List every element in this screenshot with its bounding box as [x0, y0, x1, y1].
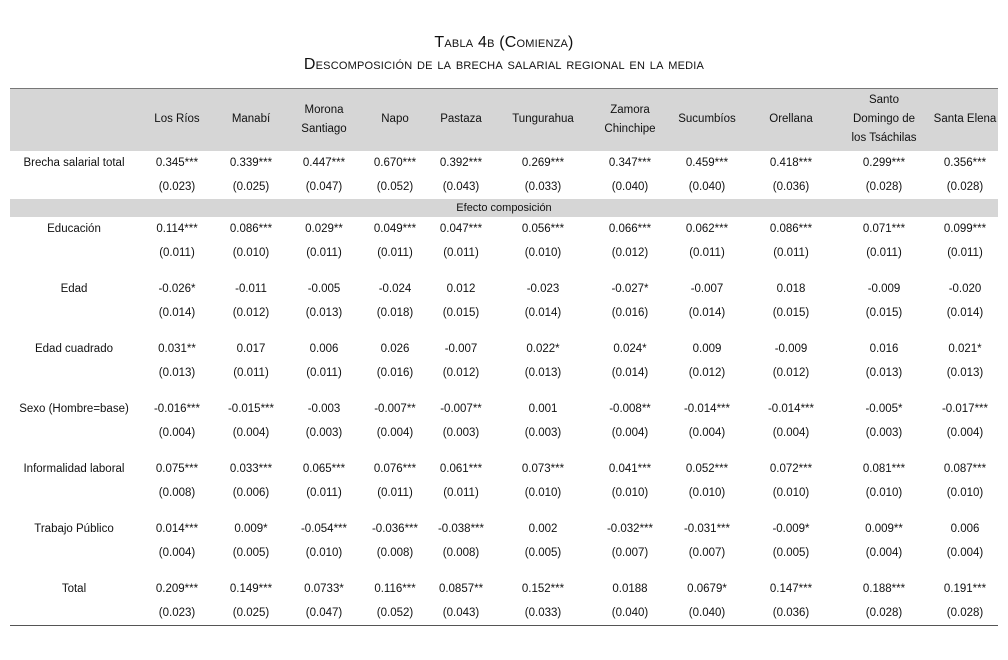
std-error-cell: (0.033)	[524, 180, 562, 193]
coefficient-cell: -0.026*	[158, 282, 196, 295]
std-error-cell: (0.004)	[376, 426, 414, 439]
coefficient-cell: -0.020	[948, 282, 982, 295]
std-error-cell: (0.028)	[932, 601, 998, 626]
std-error-cell: (0.003)	[305, 426, 343, 439]
table-row	[10, 337, 998, 361]
std-error-cell: (0.028)	[946, 180, 984, 193]
table-row	[10, 397, 998, 421]
coefficient-cell: -0.017***	[941, 402, 989, 415]
coefficient-cell: 0.009	[692, 342, 722, 355]
std-error-cell: (0.004)	[946, 426, 984, 439]
std-error-cell: (0.011)	[306, 486, 342, 499]
coefficient-cell: -0.009	[774, 342, 808, 355]
coefficient-cell: 0.0857**	[438, 582, 484, 595]
std-error-cell: (0.011)	[947, 246, 983, 259]
coefficient-cell: 0.002	[528, 522, 558, 535]
coefficient-cell: 0.066***	[608, 222, 652, 235]
coefficient-cell: -0.009*	[772, 522, 810, 535]
std-error-cell: (0.015)	[865, 306, 903, 319]
std-error-cell: (0.003)	[524, 426, 562, 439]
column-header: Zamora Chinchipe	[592, 89, 668, 151]
coefficient-cell: 0.017	[236, 342, 266, 355]
spacer-row	[10, 505, 998, 517]
column-header: Orellana	[746, 89, 836, 151]
std-error-cell: (0.036)	[746, 601, 836, 626]
column-header: Sucumbíos	[668, 89, 746, 151]
coefficient-cell: -0.015***	[227, 402, 275, 415]
std-error-cell: (0.015)	[442, 306, 480, 319]
coefficient-cell: 0.014***	[155, 522, 199, 535]
coefficient-cell: 0.026	[380, 342, 410, 355]
std-error-cell: (0.004)	[946, 546, 984, 559]
std-error-cell: (0.040)	[592, 601, 668, 626]
table-row	[10, 361, 998, 385]
coefficient-cell: 0.392***	[439, 156, 483, 169]
table-row	[10, 421, 998, 445]
std-error-cell: (0.023)	[158, 180, 196, 193]
coefficient-cell: 0.188***	[862, 582, 906, 595]
std-error-cell: (0.028)	[865, 180, 903, 193]
coefficient-cell: -0.032***	[606, 522, 654, 535]
std-error-cell: (0.047)	[305, 180, 343, 193]
coefficient-cell: -0.009	[867, 282, 901, 295]
std-error-cell: (0.033)	[494, 601, 592, 626]
coefficient-cell: 0.024*	[613, 342, 647, 355]
coefficient-cell: 0.670***	[373, 156, 417, 169]
std-error-cell: (0.013)	[946, 366, 984, 379]
std-error-cell: (0.012)	[442, 366, 480, 379]
coefficient-cell: -0.011	[235, 282, 267, 295]
coefficient-cell: 0.191***	[943, 582, 987, 595]
coefficient-cell: 0.065***	[302, 462, 346, 475]
row-label-empty	[10, 421, 138, 445]
coefficient-cell: 0.086***	[229, 222, 273, 235]
row-label: Total	[61, 582, 87, 595]
column-header: Napo	[362, 89, 428, 151]
coefficient-cell: 0.033***	[229, 462, 273, 475]
table-row	[10, 217, 998, 241]
std-error-cell: (0.008)	[442, 546, 480, 559]
std-error-cell: (0.011)	[443, 486, 479, 499]
std-error-cell: (0.010)	[611, 486, 649, 499]
coefficient-cell: 0.041***	[608, 462, 652, 475]
row-label: Edad	[60, 282, 88, 295]
coefficient-cell: 0.418***	[769, 156, 813, 169]
std-error-cell: (0.008)	[158, 486, 196, 499]
column-header	[10, 89, 138, 151]
std-error-cell: (0.047)	[286, 601, 362, 626]
std-error-cell: (0.011)	[689, 246, 725, 259]
std-error-cell: (0.043)	[428, 601, 494, 626]
std-error-cell: (0.014)	[946, 306, 984, 319]
table-row	[10, 457, 998, 481]
coefficient-cell: 0.0733*	[304, 582, 344, 595]
std-error-cell: (0.014)	[611, 366, 649, 379]
coefficient-cell: 0.299***	[862, 156, 906, 169]
spacer	[10, 565, 998, 577]
coefficient-cell: -0.005*	[865, 402, 903, 415]
std-error-cell: (0.012)	[688, 366, 726, 379]
coefficient-cell: -0.024	[378, 282, 412, 295]
std-error-cell: (0.007)	[688, 546, 726, 559]
std-error-cell: (0.013)	[305, 306, 343, 319]
spacer	[10, 505, 998, 517]
coefficient-cell: -0.023	[526, 282, 560, 295]
std-error-cell: (0.011)	[159, 246, 195, 259]
coefficient-cell: 0.0188	[612, 582, 648, 595]
coefficient-cell: 0.001	[528, 402, 558, 415]
std-error-cell: (0.010)	[946, 486, 984, 499]
coefficient-cell: 0.116***	[374, 582, 416, 595]
coefficient-cell: 0.012	[446, 282, 476, 295]
coefficient-cell: 0.061***	[439, 462, 483, 475]
std-error-cell: (0.004)	[158, 546, 196, 559]
std-error-cell: (0.004)	[611, 426, 649, 439]
table-row	[10, 517, 998, 541]
spacer	[10, 325, 998, 337]
coefficient-cell: -0.027*	[611, 282, 649, 295]
row-label-empty	[10, 175, 138, 199]
std-error-cell: (0.013)	[865, 366, 903, 379]
std-error-cell: (0.016)	[611, 306, 649, 319]
std-error-cell: (0.003)	[442, 426, 480, 439]
section-label: Efecto composición	[10, 199, 998, 217]
coefficient-cell: -0.031***	[683, 522, 731, 535]
std-error-cell: (0.010)	[232, 246, 270, 259]
column-header: Tungurahua	[494, 89, 592, 151]
row-label-empty	[10, 481, 138, 505]
coefficient-cell: 0.018	[776, 282, 806, 295]
table-row	[10, 277, 998, 301]
std-error-cell: (0.043)	[442, 180, 480, 193]
std-error-cell: (0.011)	[306, 246, 342, 259]
coefficient-cell: -0.008**	[609, 402, 651, 415]
header-row	[10, 89, 998, 151]
coefficient-cell: -0.016***	[153, 402, 201, 415]
table-row	[10, 541, 998, 565]
std-error-cell: (0.011)	[306, 366, 342, 379]
std-error-cell: (0.012)	[772, 366, 810, 379]
table-row	[10, 301, 998, 325]
std-error-cell: (0.004)	[772, 426, 810, 439]
std-error-cell: (0.004)	[688, 426, 726, 439]
coefficient-cell: 0.339***	[229, 156, 273, 169]
std-error-cell: (0.006)	[232, 486, 270, 499]
std-error-cell: (0.010)	[305, 546, 343, 559]
std-error-cell: (0.025)	[232, 180, 270, 193]
coefficient-cell: 0.114***	[156, 222, 198, 235]
coefficient-cell: 0.086***	[769, 222, 813, 235]
coefficient-cell: 0.345***	[155, 156, 199, 169]
coefficient-cell: 0.072***	[769, 462, 813, 475]
std-error-cell: (0.003)	[865, 426, 903, 439]
std-error-cell: (0.005)	[772, 546, 810, 559]
std-error-cell: (0.010)	[524, 486, 562, 499]
std-error-cell: (0.007)	[611, 546, 649, 559]
std-error-cell: (0.018)	[376, 306, 414, 319]
std-error-cell: (0.025)	[216, 601, 286, 626]
coefficient-cell: 0.356***	[943, 156, 987, 169]
std-error-cell: (0.005)	[524, 546, 562, 559]
coefficient-cell: 0.062***	[685, 222, 729, 235]
coefficient-cell: 0.099***	[943, 222, 987, 235]
table-row	[10, 601, 998, 626]
coefficient-cell: -0.054***	[300, 522, 348, 535]
std-error-cell: (0.052)	[362, 601, 428, 626]
table-row	[10, 151, 998, 175]
table-subtitle: Descomposición de la brecha salarial regional en la media	[303, 56, 705, 73]
std-error-cell: (0.040)	[611, 180, 649, 193]
coefficient-cell: -0.036***	[371, 522, 419, 535]
table-row	[10, 241, 998, 265]
spacer-row	[10, 265, 998, 277]
coefficient-cell: 0.347***	[608, 156, 652, 169]
row-label-empty	[10, 361, 138, 385]
std-error-cell: (0.010)	[688, 486, 726, 499]
row-label: Educación	[47, 222, 101, 235]
std-error-cell: (0.010)	[524, 246, 562, 259]
coefficient-cell: 0.052***	[685, 462, 729, 475]
std-error-cell: (0.011)	[773, 246, 809, 259]
row-label: Sexo (Hombre=base)	[19, 402, 129, 415]
coefficient-cell: 0.056***	[521, 222, 565, 235]
std-error-cell: (0.011)	[443, 246, 479, 259]
std-error-cell: (0.014)	[688, 306, 726, 319]
std-error-cell: (0.014)	[524, 306, 562, 319]
spacer	[10, 445, 998, 457]
std-error-cell: (0.023)	[138, 601, 216, 626]
std-error-cell: (0.052)	[376, 180, 414, 193]
coefficient-cell: 0.006	[309, 342, 339, 355]
std-error-cell: (0.012)	[611, 246, 649, 259]
std-error-cell: (0.010)	[772, 486, 810, 499]
coefficient-cell: 0.031**	[158, 342, 196, 355]
std-error-cell: (0.011)	[377, 246, 413, 259]
coefficient-cell: 0.073***	[521, 462, 565, 475]
coefficient-cell: 0.022*	[526, 342, 560, 355]
coefficient-cell: 0.447***	[302, 156, 346, 169]
row-label-empty	[10, 601, 138, 626]
row-label-empty	[10, 301, 138, 325]
std-error-cell: (0.011)	[377, 486, 413, 499]
decomposition-table	[10, 88, 998, 626]
spacer-row	[10, 325, 998, 337]
coefficient-cell: 0.087***	[943, 462, 987, 475]
spacer-row	[10, 565, 998, 577]
coefficient-cell: -0.007**	[374, 402, 416, 415]
coefficient-cell: 0.076***	[373, 462, 417, 475]
coefficient-cell: 0.006	[950, 522, 980, 535]
coefficient-cell: 0.029**	[305, 222, 343, 235]
table-row	[10, 577, 998, 601]
row-label: Trabajo Público	[34, 522, 114, 535]
row-label: Informalidad laboral	[23, 462, 125, 475]
row-label-empty	[10, 241, 138, 265]
coefficient-cell: -0.005	[307, 282, 341, 295]
column-header: Los Ríos	[138, 89, 216, 151]
column-header: Pastaza	[428, 89, 494, 151]
section-row	[10, 199, 998, 217]
std-error-cell: (0.015)	[772, 306, 810, 319]
coefficient-cell: 0.081***	[862, 462, 906, 475]
std-error-cell: (0.012)	[232, 306, 270, 319]
std-error-cell: (0.014)	[158, 306, 196, 319]
coefficient-cell: 0.149***	[229, 582, 273, 595]
row-label: Edad cuadrado	[34, 342, 113, 355]
std-error-cell: (0.005)	[232, 546, 270, 559]
coefficient-cell: 0.021*	[948, 342, 982, 355]
coefficient-cell: 0.049***	[373, 222, 417, 235]
table-row	[10, 481, 998, 505]
std-error-cell: (0.013)	[524, 366, 562, 379]
coefficient-cell: 0.209***	[155, 582, 199, 595]
std-error-cell: (0.040)	[688, 180, 726, 193]
std-error-cell: (0.004)	[232, 426, 270, 439]
spacer-row	[10, 385, 998, 397]
std-error-cell: (0.013)	[158, 366, 196, 379]
spacer	[10, 265, 998, 277]
std-error-cell: (0.010)	[865, 486, 903, 499]
std-error-cell: (0.004)	[865, 546, 903, 559]
coefficient-cell: 0.459***	[685, 156, 729, 169]
coefficient-cell: -0.038***	[437, 522, 485, 535]
std-error-cell: (0.004)	[158, 426, 196, 439]
coefficient-cell: -0.007	[690, 282, 724, 295]
coefficient-cell: 0.016	[869, 342, 899, 355]
spacer-row	[10, 445, 998, 457]
coefficient-cell: 0.047***	[439, 222, 483, 235]
coefficient-cell: 0.269***	[521, 156, 565, 169]
std-error-cell: (0.028)	[836, 601, 932, 626]
std-error-cell: (0.016)	[376, 366, 414, 379]
spacer	[10, 385, 998, 397]
std-error-cell: (0.011)	[233, 366, 269, 379]
std-error-cell: (0.008)	[376, 546, 414, 559]
column-header: Santa Elena	[932, 89, 998, 151]
coefficient-cell: 0.0679*	[687, 582, 727, 595]
column-header: Manabí	[216, 89, 286, 151]
std-error-cell: (0.040)	[668, 601, 746, 626]
coefficient-cell: 0.071***	[862, 222, 906, 235]
coefficient-cell: 0.152***	[521, 582, 565, 595]
coefficient-cell: 0.009*	[234, 522, 268, 535]
row-label: Brecha salarial total	[23, 156, 125, 169]
coefficient-cell: -0.007	[444, 342, 478, 355]
coefficient-cell: -0.014***	[683, 402, 731, 415]
std-error-cell: (0.011)	[866, 246, 902, 259]
coefficient-cell: -0.014***	[767, 402, 815, 415]
column-header: Morona Santiago	[286, 89, 362, 151]
coefficient-cell: 0.075***	[155, 462, 199, 475]
coefficient-cell: -0.003	[307, 402, 341, 415]
std-error-cell: (0.036)	[772, 180, 810, 193]
coefficient-cell: -0.007**	[440, 402, 482, 415]
table-title: Tabla 4b (Comienza)	[434, 34, 574, 51]
coefficient-cell: 0.147***	[769, 582, 813, 595]
row-label-empty	[10, 541, 138, 565]
column-header: Santo Domingo de los Tsáchilas	[836, 89, 932, 151]
coefficient-cell: 0.009**	[865, 522, 903, 535]
table-row	[10, 175, 998, 199]
